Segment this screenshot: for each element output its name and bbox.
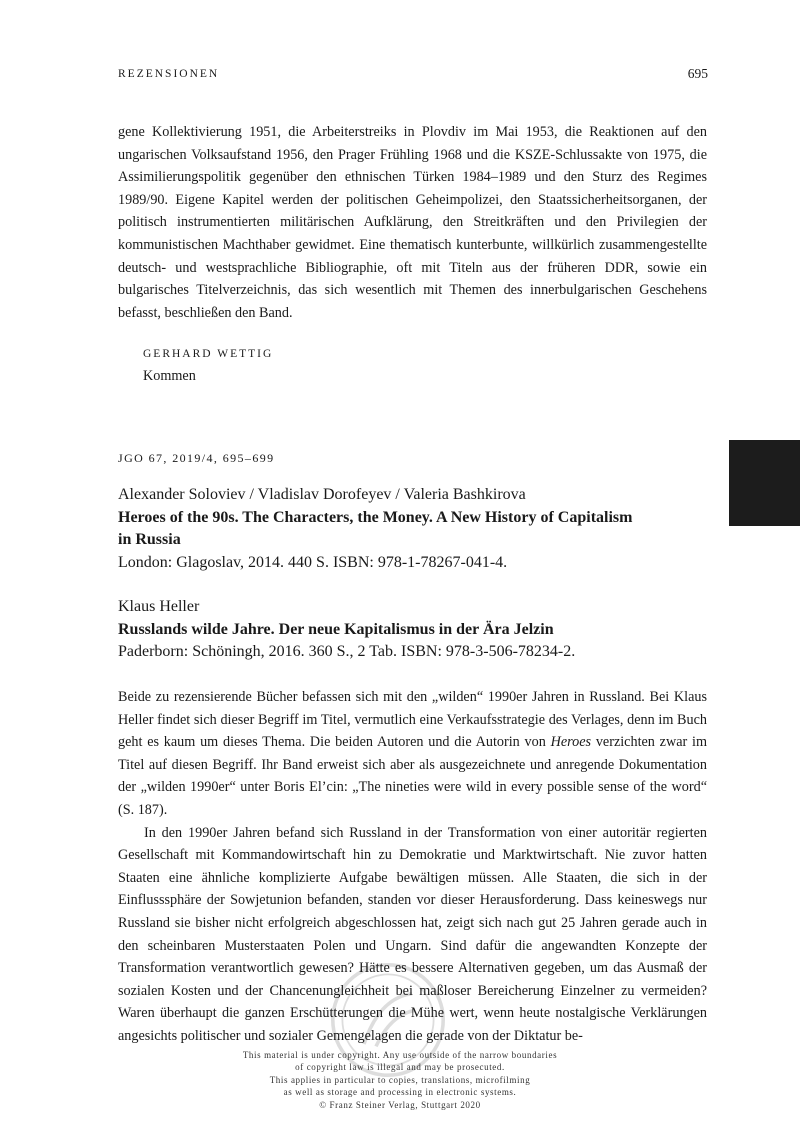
page-number: 695 xyxy=(687,66,708,81)
section-thumb-tab xyxy=(729,440,800,526)
review-paragraph-2: In den 1990er Jahren befand sich Russland in der Transformation von einer autoritär regierten Gesellschaft mit Kommandowirtschaft hin zu Demokratie und Marktwirtschaft. Nie zuvor hatten Staaten eine ähnliche komplizierte Aufgabe bewältigen müssen. Alle Staaten, die sich in der Einflusssphäre der Sowjetunion befanden, standen vor dieser Herausforderung. Dass keineswegs nur Russland sie bisher nicht erfolgreich abgeschlossen hat, zeigt sich nach gut 25 Jahren gerade auch in den scheinbaren Musterstaaten Polen und Ungarn. Sind dafür die angewandten Konzepte der Transformation verantwortlich gewesen? Hätte es bessere Alternativen gegeben, um das Ausmaß der sozialen Kosten und der Chancenungleichheit bei maßloser Bereicherung Einzelner zu vermeiden? Waren überhaupt die ganzen Erschütterungen die Mühe wert, wenn heute nostalgische Verklärungen angesichts politischer und sozialer Gemengelagen die gerade von der Diktatur be- xyxy=(118,824,707,1044)
previous-review-text: gene Kollektivierung 1951, die Arbeiterstreiks in Plovdiv im Mai 1953, die Reaktionen auf den ungarischen Volksaufstand 1956, den Prager Frühling 1968 und die KSZE-Schlussakte von 1975, die Assimilierungspolitik gegenüber den ethnischen Türken 1984–1989 und den Sturz des Regimes 1989/90. Eigene Kapitel werden der politischen Geheimpolizei, den Staatssicherheitsorganen, der politisch instrumentierten militärischen Aufklärung, den Streitkräften und den Privilegien der kommunistischen Machthaber gewidmet. Eine thematisch kunterbunte, willkürlich zusammengestellte deutsch- und westsprachliche Bibliographie, oft mit Titeln aus der früheren DDR, sowie ein bulgarisches Titelverzeichnis, das sich wesentlich mit Themen des innerbulgarischen Geschehens befasst, beschließen den Band. xyxy=(118,124,707,321)
book-entry-2 xyxy=(118,596,718,664)
review-text: Beide zu rezensierende Bücher befassen sich mit den „wilden“ 1990er Jahren in Russland. Bei Klaus Heller findet sich dieser Begriff im Titel, vermutlich eine Verkaufsstrategie des Verlages, denn im Buch geht es kaum um dieses Thema. Die beiden Autoren und die Autorin von xyxy=(118,689,707,751)
reviewer-signature xyxy=(143,344,273,388)
copyright-line: © Franz Steiner Verlag, Stuttgart 2020 xyxy=(319,1099,481,1110)
review-paragraph-1 xyxy=(118,686,707,822)
book-title: Heroes of the 90s. The Characters, the Money. A New History of Capitalism xyxy=(118,508,633,526)
copyright-notice xyxy=(0,1049,800,1111)
book-publication: Paderborn: Schöningh, 2016. 360 S., 2 Tab. ISBN: 978-3-506-78234-2. xyxy=(118,643,576,661)
review-text: verzichten zwar im Titel auf diesen Begriff. Ihr Band erweist sich aber als ausgezeichnete und anregende Dokumentation der „wilden 1990er“ unter Boris El’cin: „The nineties were wild in every possible sense of the word“ (S. 187). xyxy=(118,734,707,818)
copyright-line: of copyright law is illegal and may be prosecuted. xyxy=(295,1062,505,1073)
book-publication: London: Glagoslav, 2014. 440 S. ISBN: 978-1-78267-041-4. xyxy=(118,553,508,571)
reviewer-place: Kommen xyxy=(143,368,196,384)
journal-citation: JGO 67, 2019/4, 695–699 xyxy=(118,451,275,465)
review-emphasis: Heroes xyxy=(550,734,592,751)
book-entry-1 xyxy=(118,484,718,574)
running-head: REZENSIONEN xyxy=(118,68,220,80)
reviewer-name: GERHARD WETTIG xyxy=(143,348,274,360)
copyright-line: as well as storage and processing in electronic systems. xyxy=(283,1087,517,1098)
book-title: Russlands wilde Jahre. Der neue Kapitalismus in der Ära Jelzin xyxy=(118,620,554,638)
copyright-line: This material is under copyright. Any use outside of the narrow boundaries xyxy=(242,1050,558,1060)
book-title-continued: in Russia xyxy=(118,531,181,549)
book-authors: Alexander Soloviev / Vladislav Dorofeyev / Valeria Bashkirova xyxy=(118,486,526,503)
book-authors: Klaus Heller xyxy=(118,598,200,615)
copyright-line: This applies in particular to copies, translations, microfilming xyxy=(269,1074,531,1085)
